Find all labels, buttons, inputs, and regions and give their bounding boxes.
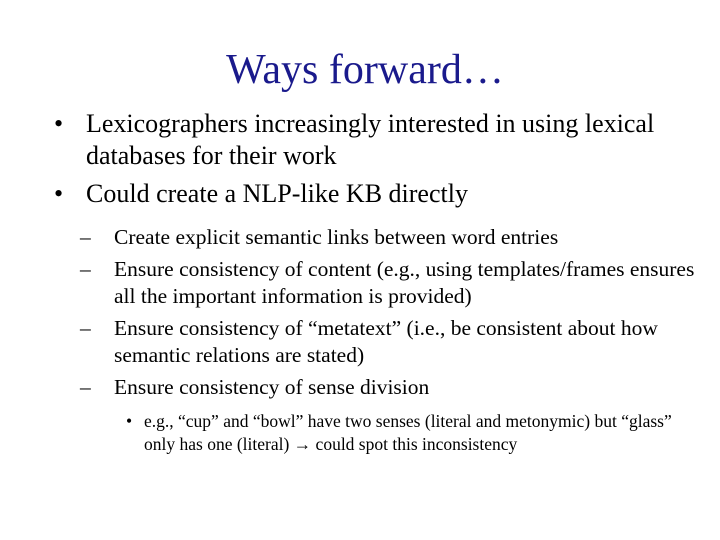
sub-bullet-text: Ensure consistency of content (e.g., using templates/frames ensures all the important information is provided): [114, 257, 695, 308]
bullet-item: [54, 178, 704, 210]
bullet-text: Could create a NLP-like KB directly: [86, 179, 468, 208]
sub-bullet-item: [54, 256, 704, 310]
bullet-marker: •: [54, 179, 64, 208]
sub-sub-bullet-item: [54, 410, 704, 456]
sub-bullet-text: Ensure consistency of sense division: [114, 375, 430, 399]
sub-sub-bullet-text: e.g., “cup” and “bowl” have two senses (literal and metonymic) but “glass” only has one (literal) → could spot this inconsistency: [144, 411, 672, 454]
slide-body: [54, 108, 704, 456]
dash-marker: –: [80, 225, 91, 249]
sub-bullet-list: [54, 224, 704, 401]
sub-bullet-item: [54, 374, 704, 401]
sub-bullet-item: [54, 315, 704, 369]
bullet-marker: •: [54, 109, 64, 138]
sub-bullet-text: Create explicit semantic links between word entries: [114, 225, 559, 249]
bullet-item: [54, 108, 704, 172]
dash-marker: –: [80, 257, 91, 281]
sub-sub-bullet-list: [54, 410, 704, 456]
sub-bullet-item: [54, 224, 704, 251]
dash-marker: –: [80, 375, 91, 399]
bullet-marker: •: [126, 411, 133, 431]
sub-bullet-text: Ensure consistency of “metatext” (i.e., be consistent about how semantic relations are stated): [114, 316, 658, 367]
bullet-text: Lexicographers increasingly interested in using lexical databases for their work: [86, 109, 655, 170]
dash-marker: –: [80, 316, 91, 340]
slide-title: Ways forward…: [226, 47, 504, 93]
